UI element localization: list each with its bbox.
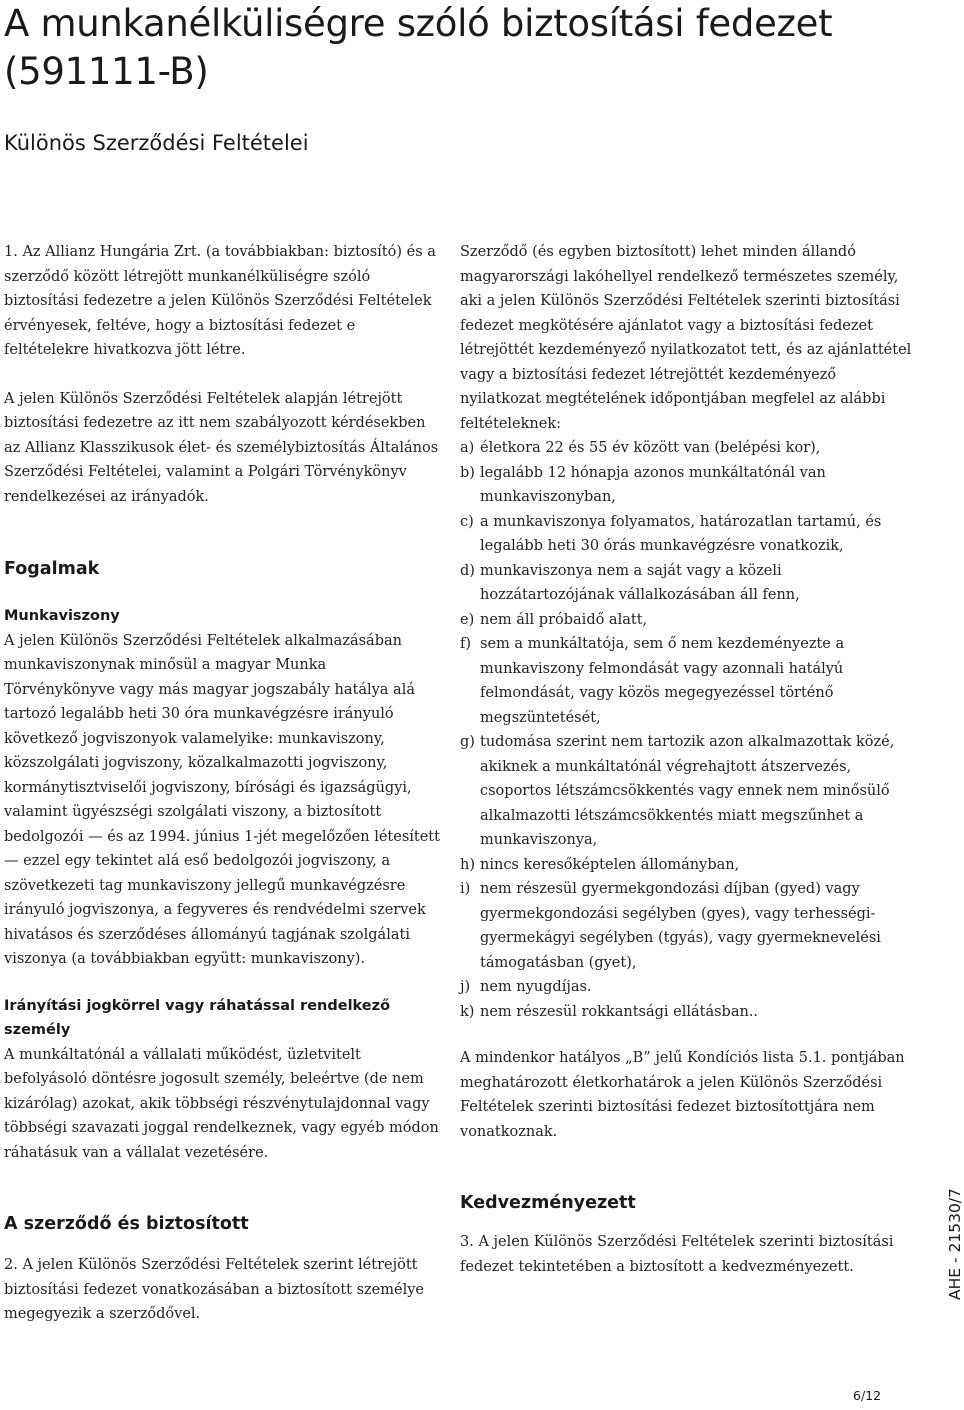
fogalmak-heading: Fogalmak: [4, 559, 100, 579]
conditions-list: [460, 436, 920, 1024]
applicable-rules-paragraph: A jelen Különös Szerződési Feltételek alapján létrejött biztosítási fedezetre az itt nem szabályozott kérdésekben az Allianz Klasszikusok élet- és személybiztosítás Általános Szerződési Feltételei, valamint a Polgári Törvénykönyv rendelkezései az irányadók.: [4, 390, 439, 505]
condition-letter: b): [460, 464, 475, 481]
condition-text: nem nyugdíjas.: [480, 979, 592, 995]
intro-paragraph: 1. Az Allianz Hungária Zrt. (a továbbiakban: biztosító) és a szerződő között létrejött munkanélküliségre szóló biztosítási fedezetre a jelen Különös Szerződési Feltételek érvényesek, feltéve, hogy a biztosítási fedezet e feltételekre hivatkozva jött létre.: [4, 244, 436, 358]
munkaviszony-definition: A jelen Különös Szerződési Feltételek alkalmazásában munkaviszonynak minősül a magyar Munka Törvénykönyve vagy más magyar jogszabály hatálya alá tartozó legalább heti 30 óra munkavégzésre irányuló következő jogviszonyok valamelyike: munkaviszony, közszolgálati jogviszony, közalkalmazotti jogviszony, kormánytisztviselői jogviszony, bírósági és igazságügyi, valamint ügyészségi szolgálati viszony, a biztosított bedolgozói — és az 1994. június 1-jét megelőzően létesített — ezzel egy tekintet alá eső bedolgozói jogviszony, a szövetkezeti tag munkaviszony jellegű munkavégzésre irányuló jogviszonya, a fegyveres és rendvédelmi szervek hivatásos és szerződéses állományú tagjának szolgálati viszonya (a továbbiakban együtt: munkaviszony).: [4, 632, 440, 967]
condition-item: [460, 975, 920, 1000]
condition-letter: a): [460, 440, 475, 456]
right-column: [460, 240, 920, 1279]
szerzodo-paragraph: 2. A jelen Különös Szerződési Feltételek szerint létrejött biztosítási fedezet vonatkozásában a biztosított személye megegyezik a szerződővel.: [4, 1257, 424, 1322]
kedvezmenyezett-heading: Kedvezményezett: [460, 1193, 636, 1213]
condition-item: [460, 1000, 920, 1025]
condition-item: [460, 730, 920, 853]
condition-text: életkora 22 és 55 év között van (belépési kor),: [480, 440, 821, 456]
iranyitasi-heading: Irányítási jogkörrel vagy ráhatással rendelkező személy: [4, 997, 391, 1038]
iranyitasi-definition: A munkáltatónál a vállalati működést, üzletvitelt befolyásoló döntésre jogosult személy, beleértve (de nem kizárólag) azokat, akik többségi részvénytulajdonnal vagy többségi szavazati joggal rendelkeznek, vagy egyéb módon ráhatásuk van a vállalat vezetésére.: [4, 1046, 439, 1161]
condition-item: [460, 632, 920, 730]
condition-letter: k): [460, 1003, 475, 1020]
condition-item: [460, 877, 920, 975]
kedvezmenyezett-paragraph: 3. A jelen Különös Szerződési Feltételek szerinti biztosítási fedezet tekintetében a biztosított a kedvezményezett.: [460, 1234, 894, 1275]
condition-text: legalább 12 hónapja azonos munkáltatónál van munkaviszonyban,: [480, 464, 826, 505]
condition-item: [460, 461, 920, 510]
condition-letter: j): [460, 979, 471, 995]
condition-text: sem a munkáltatója, sem ő nem kezdeményezte a munkaviszony felmondását vagy azonnali hatályú felmondását, vagy közös megegyezéssel történő megszüntetését,: [480, 636, 845, 726]
eligibility-intro: Szerződő (és egyben biztosított) lehet minden állandó magyarországi lakóhellyel rendelkező természetes személy, aki a jelen Különös Szerződési Feltételek szerinti biztosítási fedezet megkötésére ajánlatot vagy a biztosítási fedezet létrejöttét kezdeményező nyilatkozatot tett, és az ajánlattétel vagy a biztosítási fedezet létrejöttét kezdeményező nyilatkozat megtételének időpontjában megfelel az alábbi feltételeknek:: [460, 244, 912, 432]
condition-text: nem részesül gyermekgondozási díjban (gyed) vagy gyermekgondozási segélyben (gyes), vagy terhességi-gyermekágyi segélyben (tgyás), vagy gyermeknevelési támogatásban (gyet),: [480, 881, 881, 971]
condition-text: nem áll próbaidő alatt,: [480, 611, 648, 628]
condition-item: [460, 608, 920, 633]
condition-letter: c): [460, 513, 474, 530]
document-title: A munkanélküliségre szóló biztosítási fedezet (591111-B): [4, 2, 833, 93]
munkaviszony-heading: Munkaviszony: [4, 608, 120, 624]
condition-text: a munkaviszonya folyamatos, határozatlan tartamú, és legalább heti 30 órás munkavégzésre vonatkozik,: [480, 513, 882, 554]
condition-letter: g): [460, 734, 475, 750]
condition-item: [460, 510, 920, 559]
condition-letter: e): [460, 611, 475, 628]
condition-letter: h): [460, 856, 475, 873]
condition-letter: d): [460, 562, 475, 579]
condition-letter: i): [460, 881, 471, 897]
condition-text: nincs keresőképtelen állományban,: [480, 856, 740, 873]
condition-item: [460, 559, 920, 608]
document-code: AHE - 21530/7: [946, 1188, 964, 1300]
condition-letter: f): [460, 636, 472, 652]
condition-item: [460, 853, 920, 878]
szerzodo-heading: A szerződő és biztosított: [4, 1214, 249, 1234]
left-column: [4, 240, 440, 1327]
condition-text: tudomása szerint nem tartozik azon alkalmazottak közé, akiknek a munkáltatónál végrehajtott átszervezés, csoportos létszámcsökkentés vagy ennek nem minősülő alkalmazotti létszámcsökkentés miatt megszűnhet a munkaviszonya,: [480, 734, 895, 848]
age-limit-note: A mindenkor hatályos „B” jelű Kondíciós lista 5.1. pontjában meghatározott életkorhatárok a jelen Különös Szerződési Feltételek szerinti biztosítási fedezet biztosítottjára nem vonatkoznak.: [460, 1050, 905, 1140]
page-number: 6/12: [853, 1388, 882, 1403]
condition-item: [460, 436, 920, 461]
condition-text: nem részesül rokkantsági ellátásban..: [480, 1003, 759, 1020]
document-subtitle: Különös Szerződési Feltételei: [4, 131, 309, 155]
condition-text: munkaviszonya nem a saját vagy a közeli hozzátartozójának vállalkozásában áll fenn,: [480, 562, 800, 603]
